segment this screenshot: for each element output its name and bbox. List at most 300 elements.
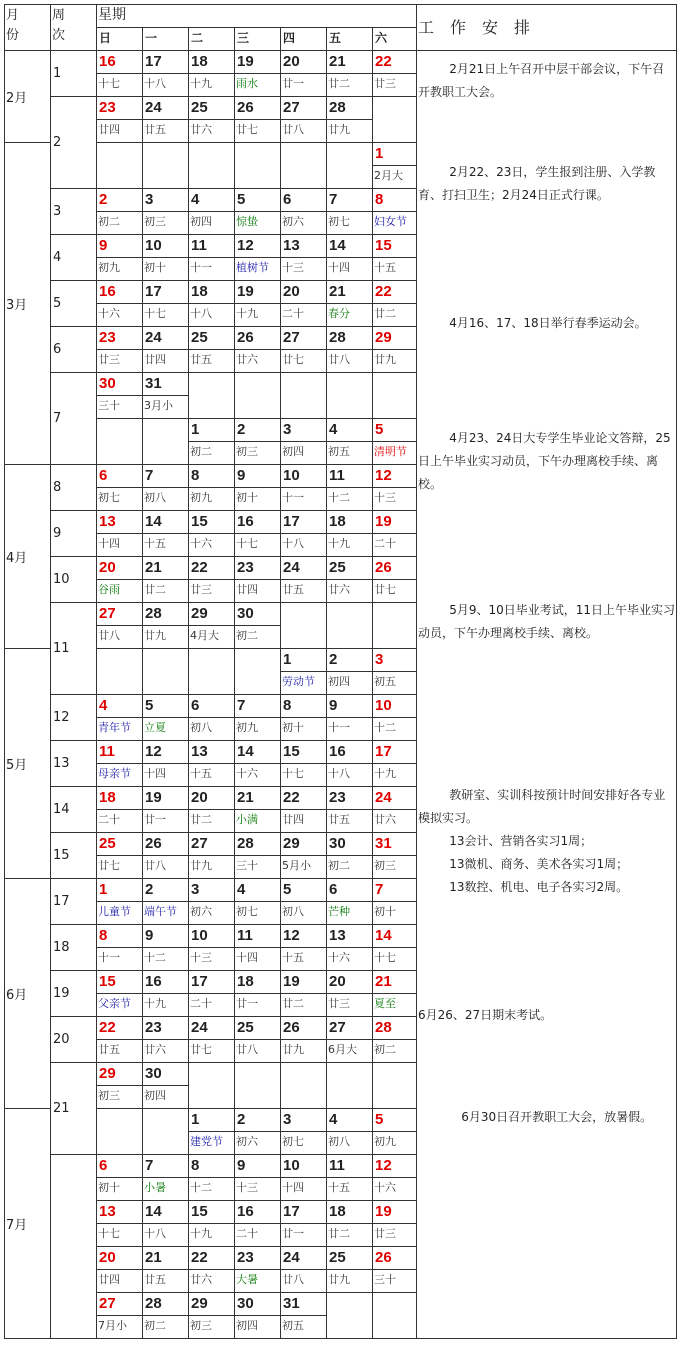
month-label: 2月 bbox=[6, 90, 28, 106]
week-header-line-1: 周 bbox=[52, 8, 66, 23]
grid-line bbox=[4, 50, 677, 51]
grid-line bbox=[234, 924, 235, 971]
day-number: 2 bbox=[237, 1111, 246, 1128]
grid-line bbox=[96, 832, 143, 833]
grid-line bbox=[326, 1200, 327, 1247]
month-label: 3月 bbox=[6, 297, 28, 313]
grid-line bbox=[326, 786, 373, 787]
grid-line bbox=[142, 1016, 143, 1063]
lunar-date: 廿八 bbox=[98, 629, 120, 642]
day-number: 2 bbox=[145, 881, 154, 898]
grid-line bbox=[96, 740, 143, 741]
grid-line bbox=[280, 1016, 281, 1063]
grid-line bbox=[142, 1292, 189, 1293]
grid-line bbox=[326, 648, 327, 695]
grid-line bbox=[96, 901, 143, 902]
lunar-date: 初四 bbox=[328, 675, 350, 688]
grid-line bbox=[188, 832, 235, 833]
grid-line bbox=[234, 832, 235, 879]
grid-line bbox=[142, 96, 189, 97]
day-number: 1 bbox=[375, 145, 384, 162]
grid-line bbox=[96, 1016, 143, 1017]
week-number: 1 bbox=[53, 65, 62, 81]
lunar-date: 十九 bbox=[374, 767, 396, 780]
grid-line bbox=[96, 1039, 143, 1040]
grid-line bbox=[372, 211, 417, 212]
lunar-date: 初三 bbox=[236, 445, 258, 458]
grid-line bbox=[142, 372, 189, 373]
day-number: 21 bbox=[329, 283, 346, 300]
grid-line bbox=[142, 1085, 189, 1086]
grid-line bbox=[142, 625, 189, 626]
day-number: 5 bbox=[237, 191, 246, 208]
grid-line bbox=[326, 487, 373, 488]
grid-line bbox=[372, 326, 417, 327]
grid-line bbox=[96, 510, 143, 511]
grid-line bbox=[234, 418, 235, 465]
grid-line bbox=[234, 50, 235, 97]
day-number: 20 bbox=[191, 789, 208, 806]
grid-line bbox=[326, 188, 373, 189]
grid-line bbox=[372, 96, 417, 97]
day-number: 1 bbox=[191, 1111, 200, 1128]
grid-line bbox=[96, 73, 143, 74]
day-number: 28 bbox=[237, 835, 254, 852]
week-number: 5 bbox=[53, 295, 62, 311]
lunar-date: 十八 bbox=[282, 537, 304, 550]
lunar-date: 廿四 bbox=[236, 583, 258, 596]
grid-line bbox=[234, 1039, 281, 1040]
grid-line bbox=[372, 970, 373, 1017]
grid-line bbox=[96, 27, 417, 28]
lunar-date: 芒种 bbox=[328, 905, 350, 918]
day-number: 16 bbox=[237, 513, 254, 530]
grid-line bbox=[50, 510, 97, 511]
day-number: 23 bbox=[237, 1249, 254, 1266]
grid-line bbox=[234, 924, 281, 925]
grid-line bbox=[326, 1246, 327, 1293]
grid-line bbox=[96, 924, 143, 925]
grid-line bbox=[326, 1016, 327, 1063]
lunar-date: 谷雨 bbox=[98, 583, 120, 596]
grid-line bbox=[280, 901, 327, 902]
week-number: 3 bbox=[53, 203, 62, 219]
grid-line bbox=[280, 303, 327, 304]
week-number: 13 bbox=[53, 755, 70, 771]
lunar-date: 十一 bbox=[190, 261, 212, 274]
grid-line bbox=[142, 1154, 189, 1155]
lunar-date: 劳动节 bbox=[282, 675, 315, 688]
grid-line bbox=[96, 763, 143, 764]
day-number: 24 bbox=[191, 1019, 208, 1036]
lunar-date: 廿七 bbox=[98, 859, 120, 872]
work-note bbox=[418, 599, 676, 645]
grid-line bbox=[188, 1223, 235, 1224]
grid-line bbox=[326, 1108, 327, 1155]
day-name-0: 日 bbox=[99, 31, 112, 45]
lunar-date: 6月大 bbox=[328, 1043, 357, 1056]
grid-line bbox=[96, 809, 143, 810]
grid-line bbox=[372, 372, 373, 419]
day-number: 6 bbox=[191, 697, 200, 714]
work-note bbox=[418, 784, 676, 899]
grid-line bbox=[142, 809, 189, 810]
day-number: 27 bbox=[191, 835, 208, 852]
grid-line bbox=[326, 740, 373, 741]
day-number: 13 bbox=[191, 743, 208, 760]
lunar-date: 初七 bbox=[282, 1135, 304, 1148]
grid-line bbox=[234, 579, 281, 580]
grid-line bbox=[142, 1062, 189, 1063]
grid-line bbox=[96, 464, 143, 465]
grid-line bbox=[326, 924, 327, 971]
day-number: 18 bbox=[191, 53, 208, 70]
grid-line bbox=[50, 188, 97, 189]
grid-line bbox=[326, 648, 373, 649]
grid-line bbox=[142, 395, 189, 396]
day-number: 3 bbox=[145, 191, 154, 208]
lunar-date: 十五 bbox=[282, 951, 304, 964]
lunar-date: 廿八 bbox=[144, 859, 166, 872]
week-number: 15 bbox=[53, 847, 70, 863]
grid-line bbox=[326, 1154, 327, 1201]
day-number: 24 bbox=[145, 99, 162, 116]
grid-line bbox=[50, 786, 97, 787]
month-label: 5月 bbox=[6, 757, 28, 773]
day-number: 13 bbox=[329, 927, 346, 944]
grid-line bbox=[326, 510, 373, 511]
grid-line bbox=[280, 947, 327, 948]
lunar-date: 建党节 bbox=[190, 1135, 223, 1148]
work-note-line: 教研室、实训科按预计时间安排好各专业模拟实习。 bbox=[418, 788, 666, 825]
lunar-date: 廿六 bbox=[374, 813, 396, 826]
lunar-date: 十九 bbox=[144, 997, 166, 1010]
day-number: 3 bbox=[283, 1111, 292, 1128]
grid-line bbox=[416, 4, 417, 1339]
grid-line bbox=[326, 1200, 373, 1201]
lunar-date: 廿六 bbox=[144, 1043, 166, 1056]
grid-line bbox=[326, 602, 327, 649]
lunar-date: 廿二 bbox=[374, 307, 396, 320]
grid-line bbox=[188, 27, 189, 51]
work-note bbox=[418, 58, 676, 104]
grid-line bbox=[234, 786, 235, 833]
grid-line bbox=[142, 993, 189, 994]
grid-line bbox=[372, 1062, 373, 1109]
grid-line bbox=[372, 648, 373, 695]
lunar-date: 二十 bbox=[98, 813, 120, 826]
day-number: 1 bbox=[99, 881, 108, 898]
lunar-date: 十四 bbox=[328, 261, 350, 274]
grid-line bbox=[142, 1200, 143, 1247]
grid-line bbox=[188, 211, 235, 212]
day-number: 3 bbox=[375, 651, 384, 668]
grid-line bbox=[96, 4, 97, 1339]
grid-line bbox=[188, 441, 235, 442]
lunar-date: 2月大 bbox=[374, 169, 403, 182]
lunar-date: 廿一 bbox=[282, 1227, 304, 1240]
work-arrangement-title: 工 作 安 排 bbox=[418, 18, 531, 37]
grid-line bbox=[280, 418, 281, 465]
grid-line bbox=[142, 740, 143, 787]
grid-line bbox=[50, 970, 97, 971]
day-number: 22 bbox=[99, 1019, 116, 1036]
lunar-date: 初二 bbox=[328, 859, 350, 872]
grid-line bbox=[188, 464, 235, 465]
grid-line bbox=[234, 510, 235, 557]
grid-line bbox=[234, 832, 281, 833]
grid-line bbox=[372, 924, 373, 971]
lunar-date: 十三 bbox=[374, 491, 396, 504]
week-number: 9 bbox=[53, 525, 62, 541]
grid-line bbox=[234, 533, 281, 534]
grid-line bbox=[142, 464, 189, 465]
day-number: 23 bbox=[329, 789, 346, 806]
lunar-date: 十一 bbox=[98, 951, 120, 964]
lunar-date: 十二 bbox=[190, 1181, 212, 1194]
grid-line bbox=[372, 73, 417, 74]
grid-line bbox=[142, 280, 143, 327]
lunar-date: 十四 bbox=[282, 1181, 304, 1194]
grid-line bbox=[96, 855, 143, 856]
grid-line bbox=[280, 970, 327, 971]
grid-line bbox=[188, 786, 189, 833]
grid-line bbox=[188, 1154, 189, 1201]
grid-line bbox=[96, 533, 143, 534]
day-number: 18 bbox=[99, 789, 116, 806]
day-number: 2 bbox=[99, 191, 108, 208]
grid-line bbox=[372, 1200, 417, 1201]
day-number: 28 bbox=[329, 99, 346, 116]
lunar-date: 廿六 bbox=[190, 123, 212, 136]
grid-line bbox=[96, 1292, 143, 1293]
lunar-date: 廿二 bbox=[328, 77, 350, 90]
grid-line bbox=[280, 717, 327, 718]
month-header-line-1: 月 bbox=[6, 8, 20, 23]
grid-line bbox=[234, 1177, 281, 1178]
day-number: 8 bbox=[191, 467, 200, 484]
day-number: 25 bbox=[99, 835, 116, 852]
work-note-line: 13微机、商务、美术各实习1周； bbox=[449, 857, 629, 871]
grid-line bbox=[280, 763, 327, 764]
grid-line bbox=[326, 579, 373, 580]
grid-line bbox=[280, 211, 327, 212]
grid-line bbox=[234, 556, 281, 557]
grid-line bbox=[96, 786, 143, 787]
grid-line bbox=[142, 1223, 189, 1224]
grid-line bbox=[142, 740, 189, 741]
grid-line bbox=[50, 1062, 97, 1063]
day-number: 17 bbox=[283, 1203, 300, 1220]
grid-line bbox=[280, 119, 327, 120]
day-name-6: 六 bbox=[375, 31, 388, 45]
day-number: 19 bbox=[237, 53, 254, 70]
grid-line bbox=[326, 717, 373, 718]
grid-line bbox=[96, 717, 143, 718]
lunar-date: 三十 bbox=[98, 399, 120, 412]
day-number: 28 bbox=[375, 1019, 392, 1036]
grid-line bbox=[234, 96, 235, 143]
grid-line bbox=[4, 464, 51, 465]
grid-line bbox=[280, 878, 281, 925]
grid-line bbox=[326, 372, 327, 419]
grid-line bbox=[326, 326, 373, 327]
grid-line bbox=[142, 234, 143, 281]
grid-line bbox=[50, 372, 97, 373]
grid-line bbox=[142, 947, 189, 948]
lunar-date: 初八 bbox=[282, 905, 304, 918]
day-number: 15 bbox=[191, 1203, 208, 1220]
grid-line bbox=[372, 257, 417, 258]
grid-line bbox=[280, 464, 281, 511]
grid-line bbox=[280, 96, 327, 97]
grid-line bbox=[326, 901, 373, 902]
grid-line bbox=[326, 188, 327, 235]
grid-line bbox=[280, 234, 327, 235]
grid-line bbox=[142, 50, 143, 97]
grid-line bbox=[280, 27, 281, 51]
lunar-date: 植树节 bbox=[236, 261, 269, 274]
lunar-date: 廿三 bbox=[190, 583, 212, 596]
grid-line bbox=[188, 763, 235, 764]
grid-line bbox=[326, 694, 327, 741]
grid-line bbox=[188, 119, 235, 120]
day-number: 6 bbox=[99, 467, 108, 484]
day-number: 5 bbox=[283, 881, 292, 898]
lunar-date: 廿三 bbox=[98, 353, 120, 366]
grid-line bbox=[234, 740, 235, 787]
day-number: 1 bbox=[283, 651, 292, 668]
grid-line bbox=[142, 1315, 189, 1316]
lunar-date: 初四 bbox=[144, 1089, 166, 1102]
grid-line bbox=[142, 119, 189, 120]
grid-line bbox=[96, 1269, 143, 1270]
grid-line bbox=[372, 1292, 373, 1339]
grid-line bbox=[188, 602, 235, 603]
grid-line bbox=[188, 602, 189, 649]
lunar-date: 十二 bbox=[374, 721, 396, 734]
lunar-date: 十七 bbox=[98, 77, 120, 90]
grid-line bbox=[96, 947, 143, 948]
lunar-date: 廿五 bbox=[98, 1043, 120, 1056]
lunar-date: 初二 bbox=[374, 1043, 396, 1056]
grid-line bbox=[234, 947, 281, 948]
day-number: 20 bbox=[283, 283, 300, 300]
grid-line bbox=[142, 694, 189, 695]
grid-line bbox=[188, 717, 235, 718]
grid-line bbox=[50, 924, 97, 925]
grid-line bbox=[280, 809, 327, 810]
grid-line bbox=[234, 970, 281, 971]
grid-line bbox=[326, 1292, 327, 1339]
grid-line bbox=[188, 694, 235, 695]
grid-line bbox=[234, 602, 281, 603]
lunar-date: 廿五 bbox=[144, 123, 166, 136]
lunar-date: 4月大 bbox=[190, 629, 219, 642]
grid-line bbox=[96, 257, 143, 258]
lunar-date: 十五 bbox=[328, 1181, 350, 1194]
lunar-date: 初二 bbox=[98, 215, 120, 228]
grid-line bbox=[372, 602, 373, 649]
grid-line bbox=[372, 303, 417, 304]
month-label: 7月 bbox=[6, 1217, 28, 1233]
grid-line bbox=[372, 740, 373, 787]
grid-line bbox=[280, 556, 281, 603]
week-number: 17 bbox=[53, 893, 70, 909]
grid-line bbox=[280, 96, 281, 143]
grid-line bbox=[234, 326, 235, 373]
grid-line bbox=[234, 142, 235, 189]
grid-line bbox=[280, 694, 281, 741]
grid-line bbox=[96, 211, 143, 212]
grid-line bbox=[280, 372, 281, 419]
grid-line bbox=[234, 1154, 281, 1155]
day-number: 16 bbox=[99, 53, 116, 70]
lunar-date: 初九 bbox=[236, 721, 258, 734]
grid-line bbox=[234, 326, 281, 327]
grid-line bbox=[188, 1016, 235, 1017]
grid-line bbox=[326, 1131, 373, 1132]
grid-line bbox=[372, 970, 417, 971]
lunar-date: 廿一 bbox=[144, 813, 166, 826]
grid-line bbox=[50, 740, 97, 741]
day-number: 20 bbox=[283, 53, 300, 70]
day-number: 11 bbox=[99, 743, 115, 760]
grid-line bbox=[96, 395, 143, 396]
grid-line bbox=[234, 602, 235, 649]
day-number: 6 bbox=[283, 191, 292, 208]
grid-line bbox=[188, 579, 235, 580]
grid-line bbox=[326, 832, 373, 833]
grid-line bbox=[234, 556, 235, 603]
lunar-date: 廿三 bbox=[328, 997, 350, 1010]
lunar-date: 十四 bbox=[98, 537, 120, 550]
grid-line bbox=[142, 326, 143, 373]
grid-line bbox=[372, 1108, 417, 1109]
grid-line bbox=[142, 901, 189, 902]
grid-line bbox=[188, 970, 235, 971]
grid-line bbox=[234, 1200, 281, 1201]
lunar-date: 廿九 bbox=[190, 859, 212, 872]
day-number: 29 bbox=[99, 1065, 116, 1082]
grid-line bbox=[4, 648, 51, 649]
grid-line bbox=[188, 1246, 235, 1247]
grid-line bbox=[96, 303, 143, 304]
lunar-date: 廿四 bbox=[98, 1273, 120, 1286]
grid-line bbox=[326, 855, 373, 856]
lunar-date: 十九 bbox=[236, 307, 258, 320]
work-note-line: 4月16、17、18日举行春季运动会。 bbox=[449, 316, 647, 330]
grid-line bbox=[280, 1016, 327, 1017]
grid-line bbox=[280, 1200, 327, 1201]
grid-line bbox=[50, 556, 97, 557]
grid-line bbox=[96, 1062, 143, 1063]
grid-line bbox=[188, 947, 235, 948]
grid-line bbox=[188, 1062, 189, 1109]
grid-line bbox=[326, 1039, 373, 1040]
day-number: 7 bbox=[145, 467, 154, 484]
lunar-date: 十二 bbox=[144, 951, 166, 964]
grid-line bbox=[234, 878, 235, 925]
lunar-date: 三十 bbox=[236, 859, 258, 872]
month-label: 6月 bbox=[6, 987, 28, 1003]
work-note-line: 13数控、机电、电子各实习2周。 bbox=[449, 880, 629, 894]
grid-line bbox=[234, 234, 281, 235]
lunar-date: 廿五 bbox=[144, 1273, 166, 1286]
grid-line bbox=[142, 1154, 143, 1201]
grid-line bbox=[234, 1131, 281, 1132]
day-number: 24 bbox=[283, 559, 300, 576]
